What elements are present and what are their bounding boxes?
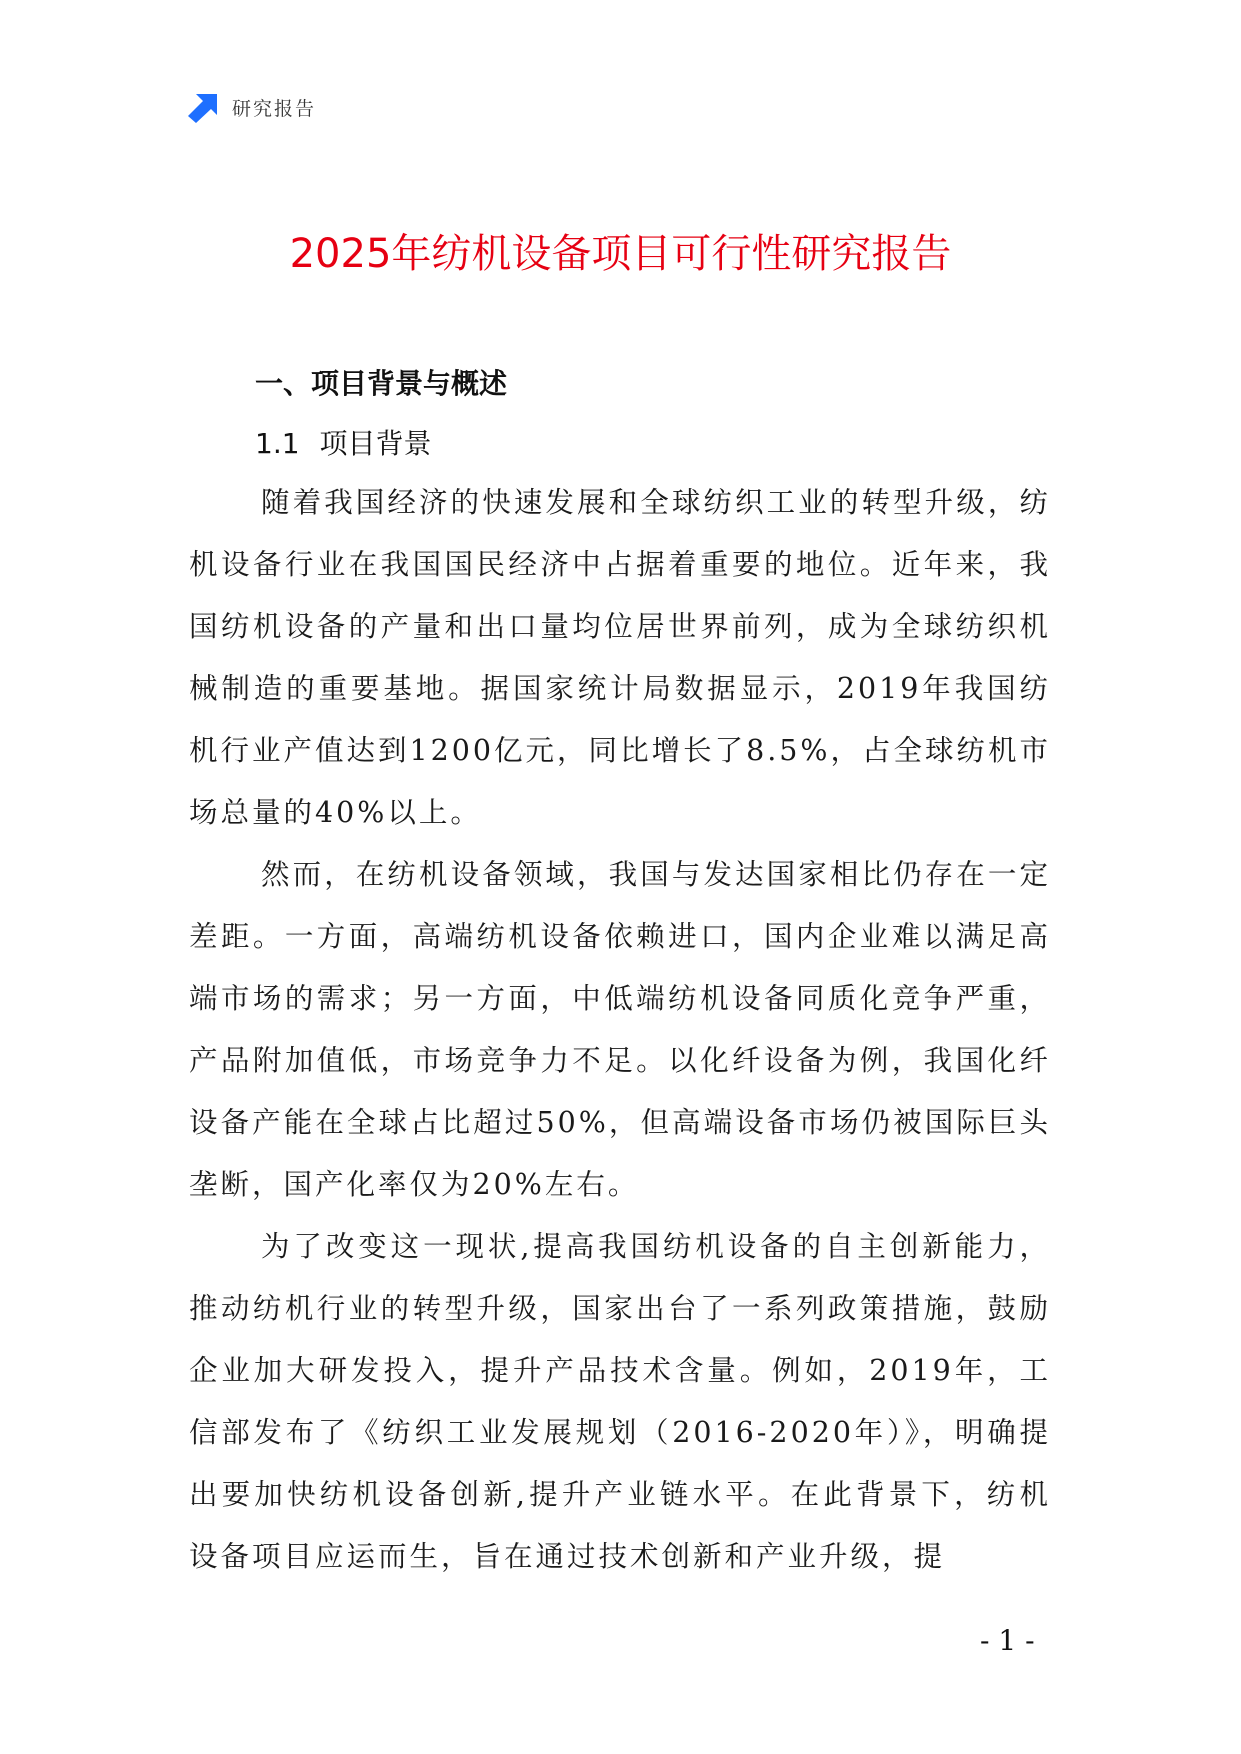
document-title: 2025年纺机设备项目可行性研究报告 — [289, 231, 952, 277]
subsection-heading — [255, 422, 432, 462]
paragraph: 为了改变这一现状,提高我国纺机设备的自主创新能力，推动纺机行业的转型升级，国家出台了一系列政策措施，鼓励企业加大研发投入，提升产品技术含量。例如，2019年，工信部发布了《纺织工业发展规划（2016-2020年）》，明确提出要加快纺机设备创新,提升产业链水平。在此背景下，纺机设备项目应运而生，旨在通过技术创新和产业升级，提 — [189, 1230, 1051, 1573]
arrow-up-right-icon — [188, 91, 220, 123]
subsection-number: 1.1 — [255, 427, 300, 460]
subsection-title: 项目背景 — [319, 427, 432, 460]
page-header — [188, 90, 316, 124]
page-number: - 1 - — [980, 1624, 1035, 1657]
section-heading: 一、项目背景与概述 — [255, 367, 508, 400]
paragraph: 随着我国经济的快速发展和全球纺织工业的转型升级，纺机设备行业在我国国民经济中占据着重要的地位。近年来，我国纺机设备的产量和出口量均位居世界前列，成为全球纺织机械制造的重要基地。据国家统计局数据显示，2019年我国纺机行业产值达到1200亿元，同比增长了8.5%，占全球纺机市场总量的40%以上。 — [189, 486, 1051, 829]
header-label: 研究报告 — [232, 97, 317, 120]
body-text — [189, 472, 1051, 1588]
paragraph: 然而，在纺机设备领域，我国与发达国家相比仍存在一定差距。一方面，高端纺机设备依赖进口，国内企业难以满足高端市场的需求；另一方面，中低端纺机设备同质化竞争严重，产品附加值低，市场竞争力不足。以化纤设备为例，我国化纤设备产能在全球占比超过50%，但高端设备市场仍被国际巨头垄断，国产化率仅为20%左右。 — [189, 858, 1051, 1201]
